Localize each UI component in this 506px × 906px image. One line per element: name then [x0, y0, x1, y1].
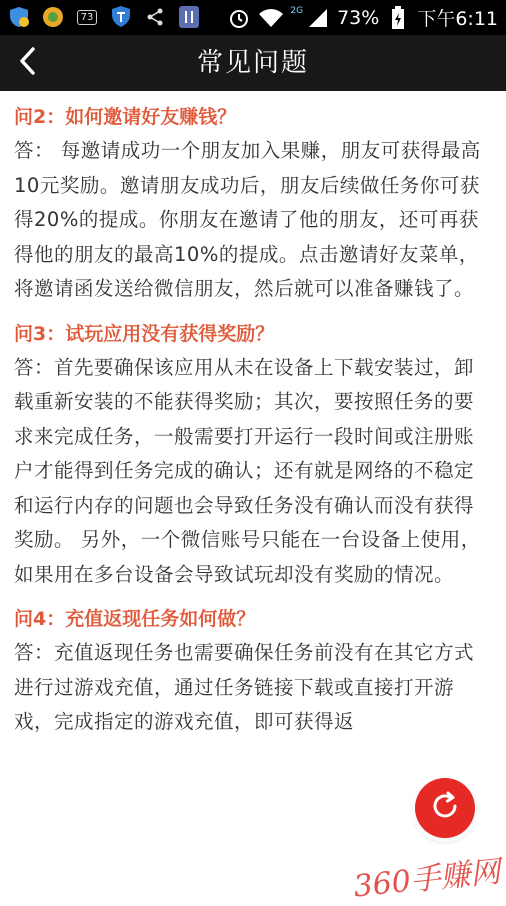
- game-icon: [40, 4, 66, 30]
- share-icon: [142, 4, 168, 30]
- notification-count-icon: [74, 4, 100, 30]
- faq-item: [14, 317, 492, 593]
- faq-question: 问3：试玩应用没有获得奖励？: [14, 322, 275, 345]
- signal-icon: [305, 5, 331, 31]
- alarm-icon: [226, 5, 252, 31]
- faq-answer: 答：充值返现任务也需要确保任务前没有在其它方式进行过游戏充值，通过任务链接下载或直接打开游戏，完成指定的游戏充值，即可获得返: [14, 641, 475, 733]
- media-icon: [176, 4, 202, 30]
- faq-item: [14, 100, 492, 307]
- battery-percent: 73%: [337, 6, 380, 29]
- shield-check-icon: [108, 4, 134, 30]
- faq-list: [14, 100, 492, 750]
- faq-item: [14, 602, 492, 740]
- battery-icon: [385, 5, 411, 31]
- shield-icon: [6, 4, 32, 30]
- clock: 下午6:11: [417, 8, 498, 30]
- wifi-icon: [258, 5, 284, 31]
- watermark: 360手赚网: [351, 854, 502, 905]
- faq-question: 问4：充值返现任务如何做？: [14, 608, 256, 630]
- refresh-icon: [428, 789, 462, 827]
- header-bar: [0, 35, 506, 91]
- page-title: 常见问题: [196, 48, 309, 78]
- faq-answer: 答：首先要确保该应用从未在设备上下载安装过，卸载重新安装的不能获得奖励；其次，要按照任务的要求来完成任务，一般需要打开运行一段时间或注册账户才能得到任务完成的确认；还有就是网络的不稳定和运行内存的问题也会导致任务没有确认而没有获得奖励。 另外，一个微信账号只能在一台设备上使用，如果用在多台设备会导致试玩却没有奖励的情况。: [14, 355, 481, 586]
- notification-icons: [6, 4, 202, 30]
- faq-answer: 答： 每邀请成功一个朋友加入果赚，朋友可获得最高10元奖励。邀请朋友成功后，朋友后续做任务你可获得20%的提成。你朋友在邀请了他的朋友，还可再获 得他的朋友的最高10%的提成。点击邀请好友菜单，将邀请函发送给微信朋友，然后就可以准备赚钱了。: [14, 139, 481, 300]
- faq-question: 问2：如何邀请好友赚钱？: [14, 106, 237, 128]
- notification-count: 73: [77, 10, 98, 25]
- system-status: [226, 0, 498, 35]
- status-bar: [0, 0, 506, 35]
- refresh-button[interactable]: [415, 778, 475, 838]
- network-type: 2G: [290, 5, 304, 16]
